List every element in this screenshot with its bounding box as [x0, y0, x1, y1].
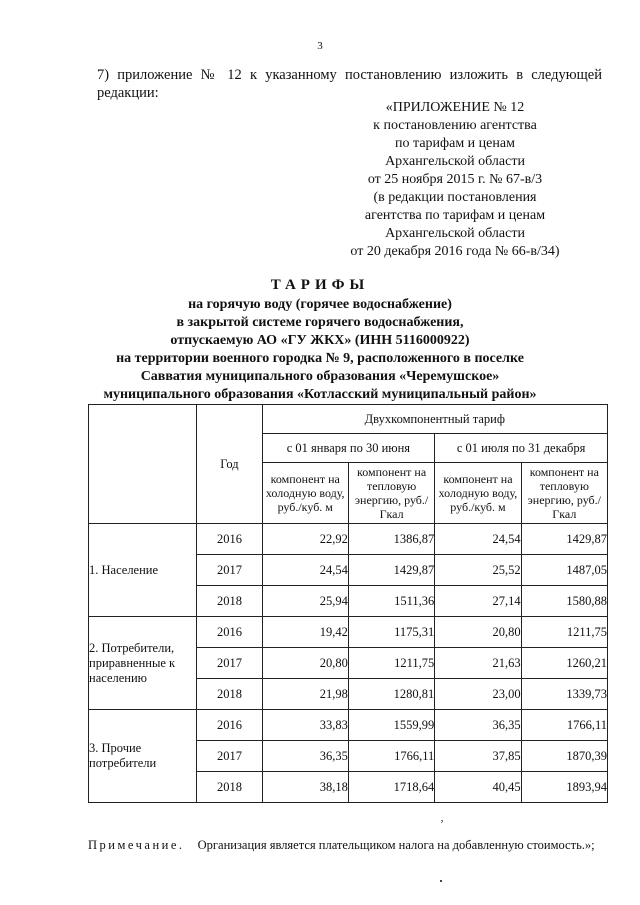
- appendix-line: от 20 декабря 2016 года № 66-в/34): [350, 244, 560, 259]
- value-cell: 24,54: [435, 524, 521, 555]
- appendix-line: Архангельской области: [385, 226, 525, 241]
- year-cell: 2017: [197, 648, 262, 679]
- note-label: Примечание.: [88, 838, 185, 852]
- appendix-line: (в редакции постановления: [373, 190, 537, 205]
- year-cell: 2017: [197, 741, 262, 772]
- intro-paragraph: [97, 66, 602, 102]
- value-cell: 1260,21: [521, 648, 607, 679]
- document-title: [0, 275, 640, 404]
- intro-line-2: редакции:: [97, 85, 159, 101]
- appendix-line: агентства по тарифам и ценам: [364, 208, 546, 223]
- appendix-line: от 25 ноября 2015 г. № 67-в/3: [367, 172, 543, 187]
- appendix-line: Архангельской области: [385, 154, 525, 169]
- value-cell: 1280,81: [348, 679, 434, 710]
- value-cell: 1870,39: [521, 741, 607, 772]
- appendix-line: к постановлению агентства: [373, 118, 537, 133]
- header-heat-energy-component: компонент на тепловую энергию, руб./Гкал: [521, 463, 607, 524]
- value-cell: 1893,94: [521, 772, 607, 803]
- year-cell: 2016: [197, 524, 262, 555]
- value-cell: 25,94: [262, 586, 348, 617]
- title-line: муниципального образования «Котласский муниципальный район»: [103, 387, 537, 402]
- consumer-group-label: 1. Население: [89, 524, 197, 617]
- consumer-group-label: 3. Прочие потребители: [89, 710, 197, 803]
- value-cell: 36,35: [262, 741, 348, 772]
- value-cell: 1429,87: [348, 555, 434, 586]
- value-cell: 1386,87: [348, 524, 434, 555]
- header-year: Год: [197, 405, 262, 524]
- value-cell: 1511,36: [348, 586, 434, 617]
- year-cell: 2016: [197, 617, 262, 648]
- year-cell: 2017: [197, 555, 262, 586]
- value-cell: 21,98: [262, 679, 348, 710]
- page-number: 3: [317, 40, 323, 52]
- title-line: отпускаемую АО «ГУ ЖКХ» (ИНН 5116000922): [170, 333, 470, 348]
- value-cell: 1429,87: [521, 524, 607, 555]
- consumer-group-label: 2. Потребители, приравненные к населению: [89, 617, 197, 710]
- scan-mark: ʼ: [440, 817, 444, 831]
- value-cell: 1175,31: [348, 617, 434, 648]
- title-line: в закрытой системе горячего водоснабжения,: [176, 315, 464, 330]
- title-line: на горячую воду (горячее водоснабжение): [188, 297, 452, 312]
- appendix-line: по тарифам и ценам: [395, 136, 515, 151]
- header-period-1: с 01 января по 30 июня: [262, 434, 435, 463]
- year-cell: 2018: [197, 586, 262, 617]
- header-two-component-tariff: Двухкомпонентный тариф: [262, 405, 607, 434]
- value-cell: 1766,11: [521, 710, 607, 741]
- tariffs-table: [88, 404, 608, 803]
- value-cell: 23,00: [435, 679, 521, 710]
- note-text: Организация является плательщиком налога на добавленную стоимость.»;: [197, 838, 595, 852]
- value-cell: 1718,64: [348, 772, 434, 803]
- header-cold-water-component: компонент на холодную воду, руб./куб. м: [262, 463, 348, 524]
- value-cell: 22,92: [262, 524, 348, 555]
- value-cell: 20,80: [262, 648, 348, 679]
- intro-line-1: 7) приложение № 12 к указанному постановлению изложить в следующей: [97, 67, 602, 83]
- value-cell: 27,14: [435, 586, 521, 617]
- header-heat-energy-component: компонент на тепловую энергию, руб./Гкал: [348, 463, 434, 524]
- value-cell: 1339,73: [521, 679, 607, 710]
- value-cell: 1559,99: [348, 710, 434, 741]
- value-cell: 20,80: [435, 617, 521, 648]
- header-cold-water-component: компонент на холодную воду, руб./куб. м: [435, 463, 521, 524]
- value-cell: 21,63: [435, 648, 521, 679]
- header-blank: [89, 405, 197, 524]
- scan-dot: [440, 880, 442, 882]
- title-line: Савватия муниципального образования «Черемушское»: [140, 369, 500, 384]
- appendix-header: [330, 99, 580, 261]
- value-cell: 37,85: [435, 741, 521, 772]
- table-row: [89, 617, 608, 648]
- value-cell: 25,52: [435, 555, 521, 586]
- title-main: ТАРИФЫ: [270, 277, 370, 293]
- value-cell: 1580,88: [521, 586, 607, 617]
- table-row: [89, 710, 608, 741]
- value-cell: 40,45: [435, 772, 521, 803]
- year-cell: 2016: [197, 710, 262, 741]
- appendix-line: «ПРИЛОЖЕНИЕ № 12: [385, 100, 525, 115]
- value-cell: 1766,11: [348, 741, 434, 772]
- value-cell: 1487,05: [521, 555, 607, 586]
- year-cell: 2018: [197, 679, 262, 710]
- value-cell: 1211,75: [348, 648, 434, 679]
- value-cell: 38,18: [262, 772, 348, 803]
- table-row: [89, 524, 608, 555]
- value-cell: 19,42: [262, 617, 348, 648]
- value-cell: 24,54: [262, 555, 348, 586]
- value-cell: 1211,75: [521, 617, 607, 648]
- value-cell: 36,35: [435, 710, 521, 741]
- note: [88, 838, 628, 853]
- title-line: на территории военного городка № 9, расположенного в поселке: [116, 351, 524, 366]
- year-cell: 2018: [197, 772, 262, 803]
- header-period-2: с 01 июля по 31 декабря: [435, 434, 608, 463]
- value-cell: 33,83: [262, 710, 348, 741]
